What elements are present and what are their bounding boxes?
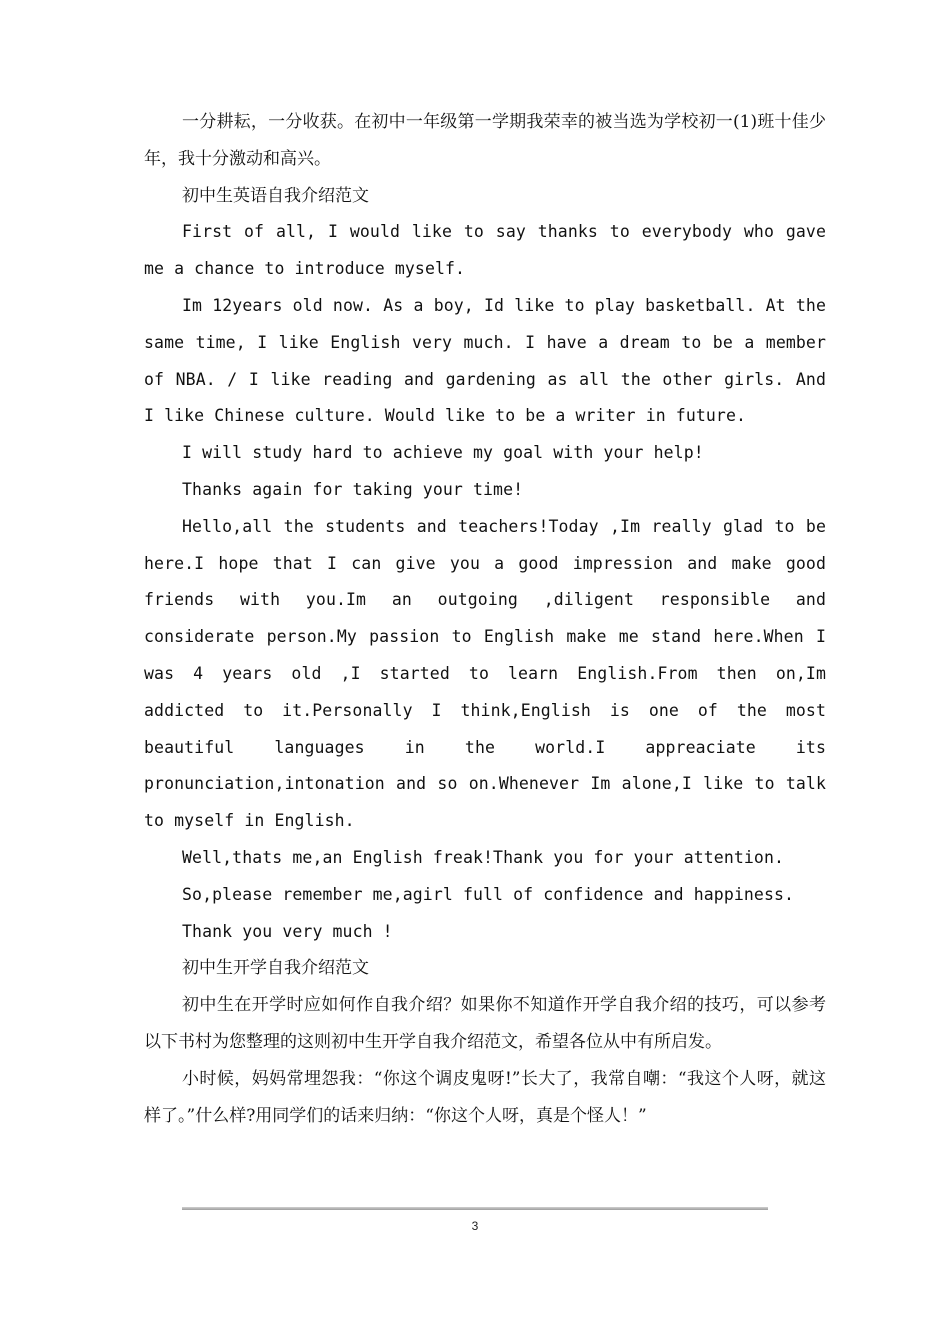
paragraph-intro: 一分耕耘，一分收获。在初中一年级第一学期我荣幸的被当选为学校初一(1)班十佳少年，我十分激动和高兴。 xyxy=(144,112,826,169)
paragraph-english-5: Hello,all the students and teachers!Today ,Im really glad to be here.I hope that I can give you a good impression and make good friends with you.Im an outgoing ,diligent responsible and considerate person.My passion to English make me stand here.When I was 4 years old ,I started to learn English.From then on,Im addicted to it.Personally I think,English is one of the most beautiful languages in the world.I appreaciate its pronunciation,intonation and so on.Whenever Im alone,I like to talk to myself in English. xyxy=(144,516,826,831)
paragraph-english-1: First of all, I would like to say thanks to everybody who gave me a chance to introduce myself. xyxy=(144,222,826,279)
paragraph-school-start-2: 小时候，妈妈常埋怨我：“你这个调皮鬼呀!”长大了，我常自嘲：“我这个人呀，就这样了。”什么样?用同学们的话来归纳：“你这个人呀，真是个怪人！” xyxy=(144,1068,826,1126)
paragraph-english-8: Thank you very much ! xyxy=(182,921,393,941)
heading-school-start-intro: 初中生开学自我介绍范文 xyxy=(182,958,369,979)
page-number: 3 xyxy=(471,1219,479,1233)
paragraph-school-start-1: 初中生在开学时应如何作自我介绍？如果你不知道作开学自我介绍的技巧，可以参考以下书村为您整理的这则初中生开学自我介绍范文，希望各位从中有所启发。 xyxy=(144,995,826,1052)
heading-english-intro: 初中生英语自我介绍范文 xyxy=(182,185,369,206)
document-body xyxy=(144,104,826,1134)
paragraph-english-2: Im 12years old now. As a boy, Id like to play basketball. At the same time, I like English very much. I have a dream to be a member of NBA. / I like reading and gardening as all the other girls. And I like Chinese culture. Would like to be a writer in future. xyxy=(144,295,826,426)
paragraph-english-3: I will study hard to achieve my goal with your help! xyxy=(182,443,704,463)
paragraph-english-4: Thanks again for taking your time! xyxy=(182,479,524,499)
paragraph-english-7: So,please remember me,agirl full of confidence and happiness. xyxy=(182,884,795,904)
paragraph-english-6: Well,thats me,an English freak!Thank you for your attention. xyxy=(182,847,785,867)
footer-divider xyxy=(182,1207,768,1210)
